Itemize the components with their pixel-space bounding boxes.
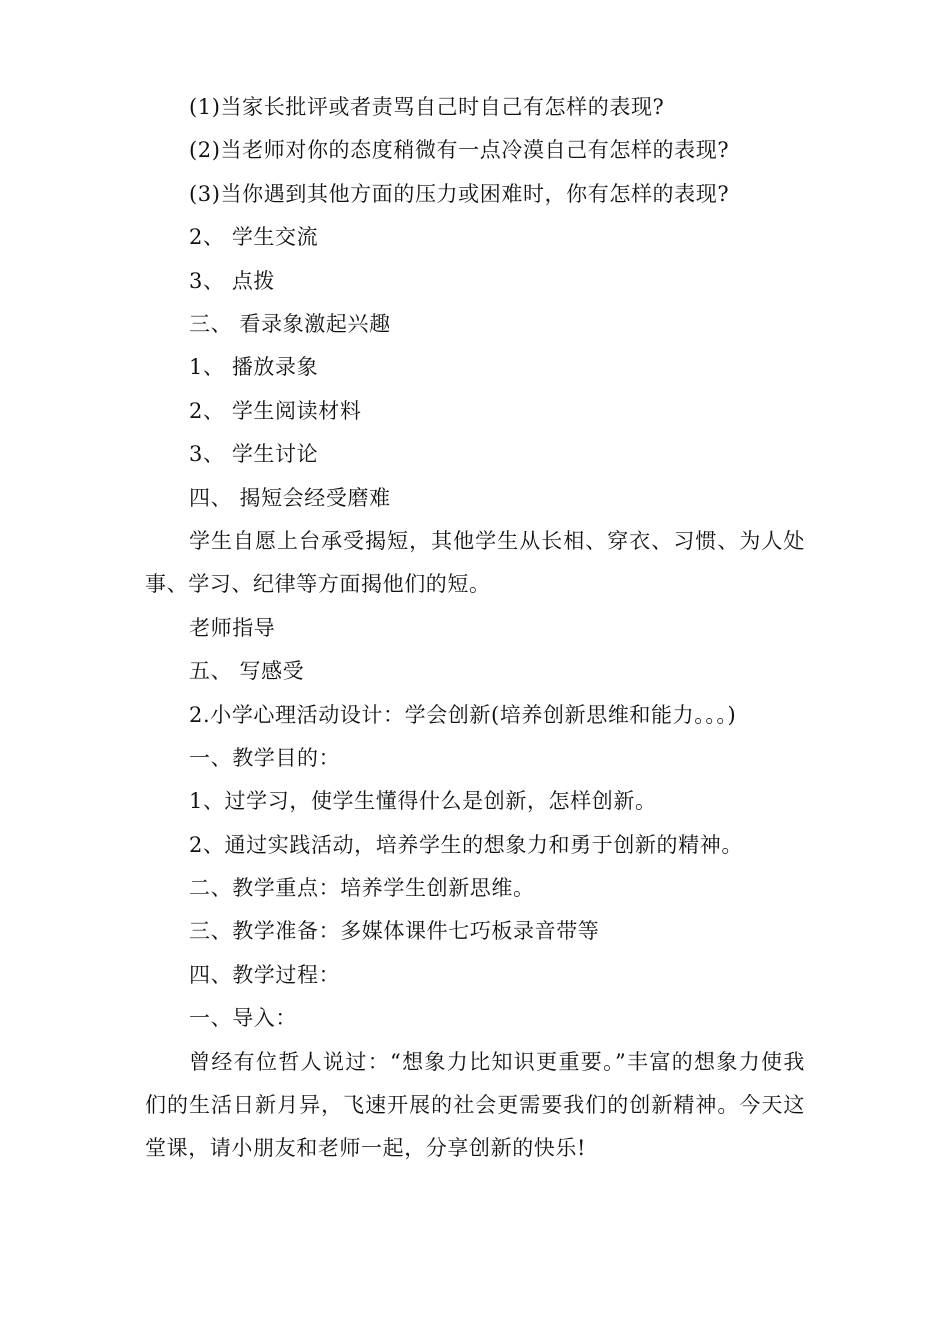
text-line: 1、过学习，使学生懂得什么是创新，怎样创新。 [189,789,657,814]
section-heading: 四、教学过程： [189,962,341,987]
section-heading: 二、教学重点：培养学生创新思维。 [189,876,535,901]
section-heading: 五、 写感受 [189,659,305,684]
document-title: 2.小学心理活动设计：学会创新(培养创新思维和能力。。。) [189,702,737,727]
text-line: 1、 播放录象 [189,355,319,380]
text-line: 3、 学生讨论 [189,442,319,467]
section-heading: 一、教学目的： [189,745,341,770]
section-heading: 三、教学准备：多媒体课件七巧板录音带等 [189,919,600,944]
text-line: (2)当老师对你的态度稍微有一点冷漠自己有怎样的表现? [189,138,730,163]
paragraph: 曾经有位哲人说过：“想象力比知识更重要。”丰富的想象力使我们的生活日新月异，飞速开展的社会更需要我们的创新精神。今天这堂课，请小朋友和老师一起，分享创新的快乐! [145,1049,805,1161]
section-heading: 三、 看录象激起兴趣 [189,311,391,336]
section-heading: 四、 揭短会经受磨难 [189,485,391,510]
text-line: 老师指导 [189,615,276,640]
paragraph: 学生自愿上台承受揭短，其他学生从长相、穿衣、习惯、为人处事、学习、纪律等方面揭他们的短。 [145,528,805,597]
section-heading: 一、导入： [189,1006,297,1031]
text-line: (3)当你遇到其他方面的压力或困难时，你有怎样的表现? [189,181,730,206]
text-line: 2、通过实践活动，培养学生的想象力和勇于创新的精神。 [189,832,743,857]
text-line: 2、 学生阅读材料 [189,398,362,423]
text-line: (1)当家长批评或者责骂自己时自己有怎样的表现? [189,95,665,119]
text-line: 3、 点拨 [189,268,276,293]
text-line: 2、 学生交流 [189,225,319,250]
document-body [145,86,805,1171]
